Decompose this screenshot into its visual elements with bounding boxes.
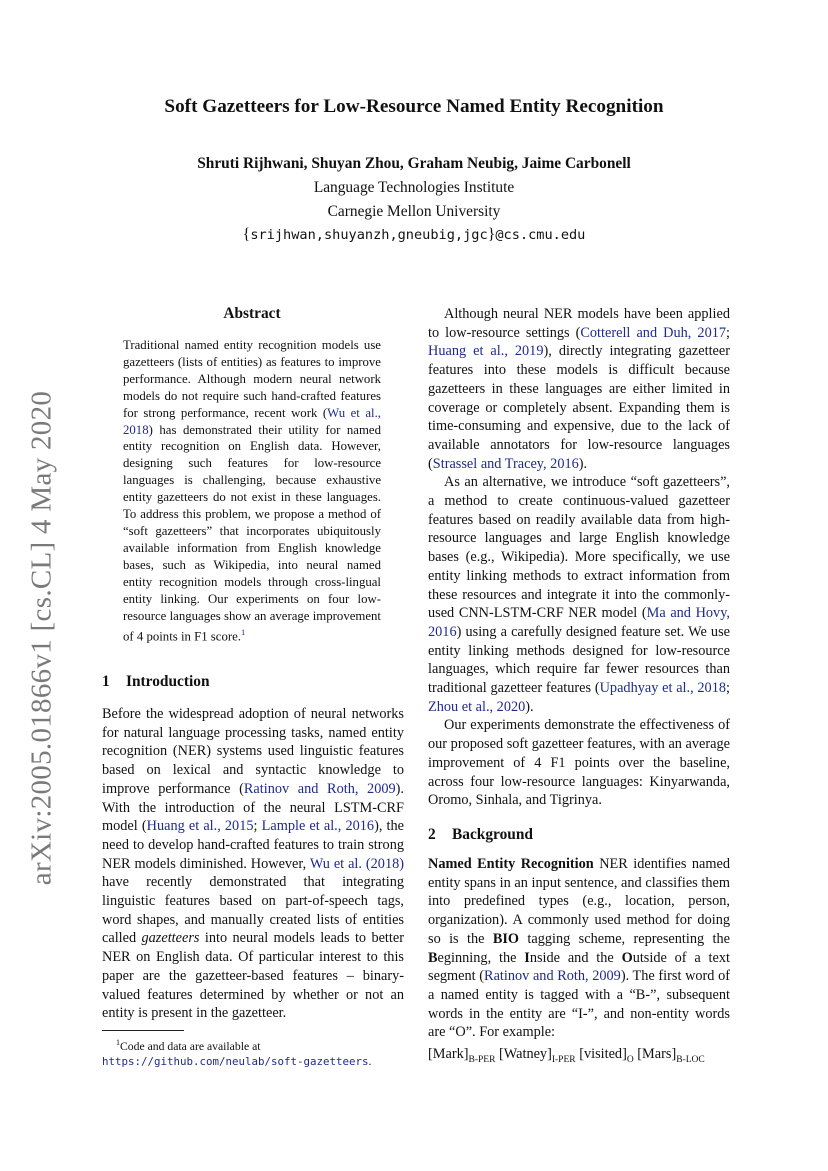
bold-letter: B bbox=[428, 949, 438, 966]
citation-link[interactable]: Ma and Hovy, 2016 bbox=[428, 605, 730, 640]
background-text: eginning, the bbox=[437, 949, 525, 966]
intro-text: Before the widespread adoption of neural networks for natural language processing tasks, named entity recognition (NER) systems used linguistic features based on lexical and syntactic knowledge to improve performance ( bbox=[102, 706, 404, 797]
citation-link[interactable]: Ratinov and Roth, 2009 bbox=[484, 968, 621, 985]
intro-text: ). bbox=[525, 698, 534, 715]
footnote-end: . bbox=[368, 1055, 372, 1069]
example-token bbox=[499, 1046, 576, 1065]
example-token bbox=[579, 1046, 634, 1065]
abstract-heading: Abstract bbox=[223, 305, 281, 322]
section-number: 2 bbox=[428, 826, 436, 843]
intro-text: As an alternative, we introduce “soft gazetteers”, a method to create continuous-valued gazetteer features based on readily available data from high-resource languages and large English knowledge bases (e.g., Wikipedia). More specifically, we use entity linking methods to extract information from these resources and integrate it into the commonly-used CNN-LSTM-CRF NER model ( bbox=[428, 474, 730, 622]
background-paragraph bbox=[428, 855, 730, 1042]
citation-link[interactable]: Huang et al., 2015 bbox=[146, 818, 254, 835]
footnote-mark: 1 bbox=[116, 1038, 120, 1047]
bold-letter: O bbox=[621, 949, 633, 966]
abstract-text-1: Traditional named entity recognition models use gazetteers (lists of entities) as features to improve performance. Although modern neural network models do not require such hand-crafted features for strong performance, recent work ( bbox=[123, 338, 381, 420]
abstract-body bbox=[123, 337, 381, 646]
footnote-reference[interactable]: 1 bbox=[241, 627, 246, 638]
example-tag: B-LOC bbox=[676, 1054, 705, 1065]
section-heading-introduction bbox=[102, 673, 210, 691]
intro-text: ; bbox=[726, 324, 730, 341]
abstract-text-2: ) has demonstrated their utility for named entity recognition on English data. However, designing such features for low-resource languages is challenging, because exhaustive entity gazetteers do not exist in these languages. To address this problem, we propose a method of “soft gazetteers” that incorporates ubiquitously available information from English knowledge bases, such as Wikipedia, into neural named entity recognition models through cross-lingual entity linking. Our experiments on four low-resource languages show an average improvement of 4 points in F1 score. bbox=[123, 422, 381, 644]
intro-text: ). bbox=[578, 455, 588, 472]
footnote bbox=[102, 1035, 404, 1070]
example-word: [visited] bbox=[579, 1046, 627, 1062]
citation-link[interactable]: Upadhyay et al., 2018 bbox=[599, 680, 727, 697]
example-word: [Mark] bbox=[428, 1046, 469, 1062]
emphasized-term: gazetteers bbox=[141, 930, 200, 947]
intro-paragraph bbox=[428, 473, 730, 716]
intro-paragraph bbox=[102, 705, 404, 1023]
citation-link[interactable]: Wu et al., 2018 bbox=[123, 405, 381, 437]
example-tag: O bbox=[626, 1054, 634, 1065]
affiliation-institute: Language Technologies Institute bbox=[313, 179, 515, 196]
email-close-brace: } bbox=[487, 226, 496, 243]
intro-paragraph: Our experiments demonstrate the effectiveness of our proposed soft gazetteer features, with an average improvement of 4 F1 points over the baseline, across four low-resource languages: Kinyarwanda, Oromo, Sinhala, and Tigrinya. bbox=[428, 717, 730, 809]
footnote-url-link[interactable]: https://github.com/neulab/soft-gazetteers bbox=[102, 1055, 369, 1069]
footnote-divider bbox=[102, 1030, 184, 1031]
intro-text: ), the need to develop hand-crafted features to train strong NER models diminished. However, bbox=[102, 818, 404, 872]
example-token bbox=[637, 1046, 705, 1065]
author-list: Shruti Rijhwani, Shuyan Zhou, Graham Neubig, Jaime Carbonell bbox=[197, 155, 631, 172]
citation-link[interactable]: Ratinov and Roth, 2009 bbox=[243, 780, 396, 797]
arxiv-identifier-text: arXiv:2005.01866v1 [cs.CL] 4 May 2020 bbox=[25, 390, 58, 885]
bold-letter: I bbox=[524, 949, 530, 966]
background-body bbox=[428, 855, 730, 1042]
email-users: srijhwan,shuyanzh,gneubig,jgc bbox=[250, 227, 488, 243]
email-domain: @cs.cmu.edu bbox=[495, 227, 586, 243]
citation-link[interactable]: Strassel and Tracey, 2016 bbox=[432, 455, 579, 472]
citation-link[interactable]: Zhou et al., 2020 bbox=[428, 698, 526, 715]
citation-link[interactable]: Huang et al., 2019 bbox=[428, 343, 544, 360]
abstract-paragraph bbox=[123, 337, 381, 646]
background-text: tagging scheme, representing the bbox=[519, 930, 730, 947]
example-word: [Watney] bbox=[499, 1046, 552, 1062]
paragraph-run-in-heading: Named Entity Recognition bbox=[428, 856, 594, 872]
section-title: Introduction bbox=[126, 673, 210, 690]
bio-tagging-example bbox=[428, 1046, 705, 1065]
email-open-brace: { bbox=[242, 226, 251, 243]
background-text: ). The first word of a named entity is tagged with a “B-”, subsequent words in the entity are “I-”, and non-entity words are “O”. For example: bbox=[428, 968, 731, 1041]
bold-term: BIO bbox=[492, 930, 520, 947]
section-heading-background bbox=[428, 826, 533, 844]
intro-text: into neural models leads to better NER on English data. Of particular interest to this paper are the gazetteer-based features – binary-valued features determined by whether or not an entity is present in the gazetteer. bbox=[102, 930, 404, 1022]
intro-text: ; bbox=[726, 680, 730, 697]
author-emails bbox=[0, 226, 828, 244]
introduction-body-continued bbox=[428, 305, 730, 810]
affiliation-university: Carnegie Mellon University bbox=[327, 203, 501, 220]
citation-link[interactable]: Wu et al. (2018) bbox=[309, 855, 404, 872]
citation-link[interactable]: Cotterell and Duh, 2017 bbox=[580, 324, 727, 341]
background-text: nside and the bbox=[529, 949, 622, 966]
intro-text: ; bbox=[253, 818, 262, 835]
arxiv-identifier-stamp bbox=[22, 390, 62, 885]
section-number: 1 bbox=[102, 673, 110, 690]
introduction-body bbox=[102, 705, 404, 1023]
example-tag: I-PER bbox=[551, 1054, 576, 1065]
example-tag: B-PER bbox=[468, 1054, 496, 1065]
intro-text: ). With the introduction of the neural LSTM-CRF model ( bbox=[102, 780, 404, 835]
example-word: [Mars] bbox=[637, 1046, 677, 1062]
intro-text: ), directly integrating gazetteer features into these models is difficult because gazetteers in these languages are either limited in coverage or completely absent. Expanding them is time-consuming and expensive, due to the lack of available annotators for low-resource languages ( bbox=[428, 343, 730, 472]
intro-text: have recently demonstrated that integrating linguistic features based on part-of-speech tags, word shapes, and manually created lists of entities called bbox=[102, 874, 404, 947]
intro-text: Although neural NER models have been applied to low-resource settings ( bbox=[428, 306, 730, 341]
intro-paragraph bbox=[428, 305, 730, 473]
background-text: NER identifies named entity spans in an input sentence, and classifies them into predefined types (e.g., location, person, organization). A commonly used method for doing so is the bbox=[428, 856, 730, 947]
section-title: Background bbox=[452, 826, 533, 843]
example-token bbox=[428, 1046, 496, 1065]
citation-link[interactable]: Lample et al., 2016 bbox=[261, 818, 375, 835]
background-text: utside of a text segment ( bbox=[428, 949, 730, 985]
intro-text: ) using a carefully designed feature set. We use entity linking methods designed for low-resource languages, which require far fewer resources than traditional gazetteer features ( bbox=[428, 623, 730, 697]
paper-title: Soft Gazetteers for Low-Resource Named Entity Recognition bbox=[164, 96, 664, 117]
footnote-text: Code and data are available at bbox=[120, 1039, 261, 1053]
